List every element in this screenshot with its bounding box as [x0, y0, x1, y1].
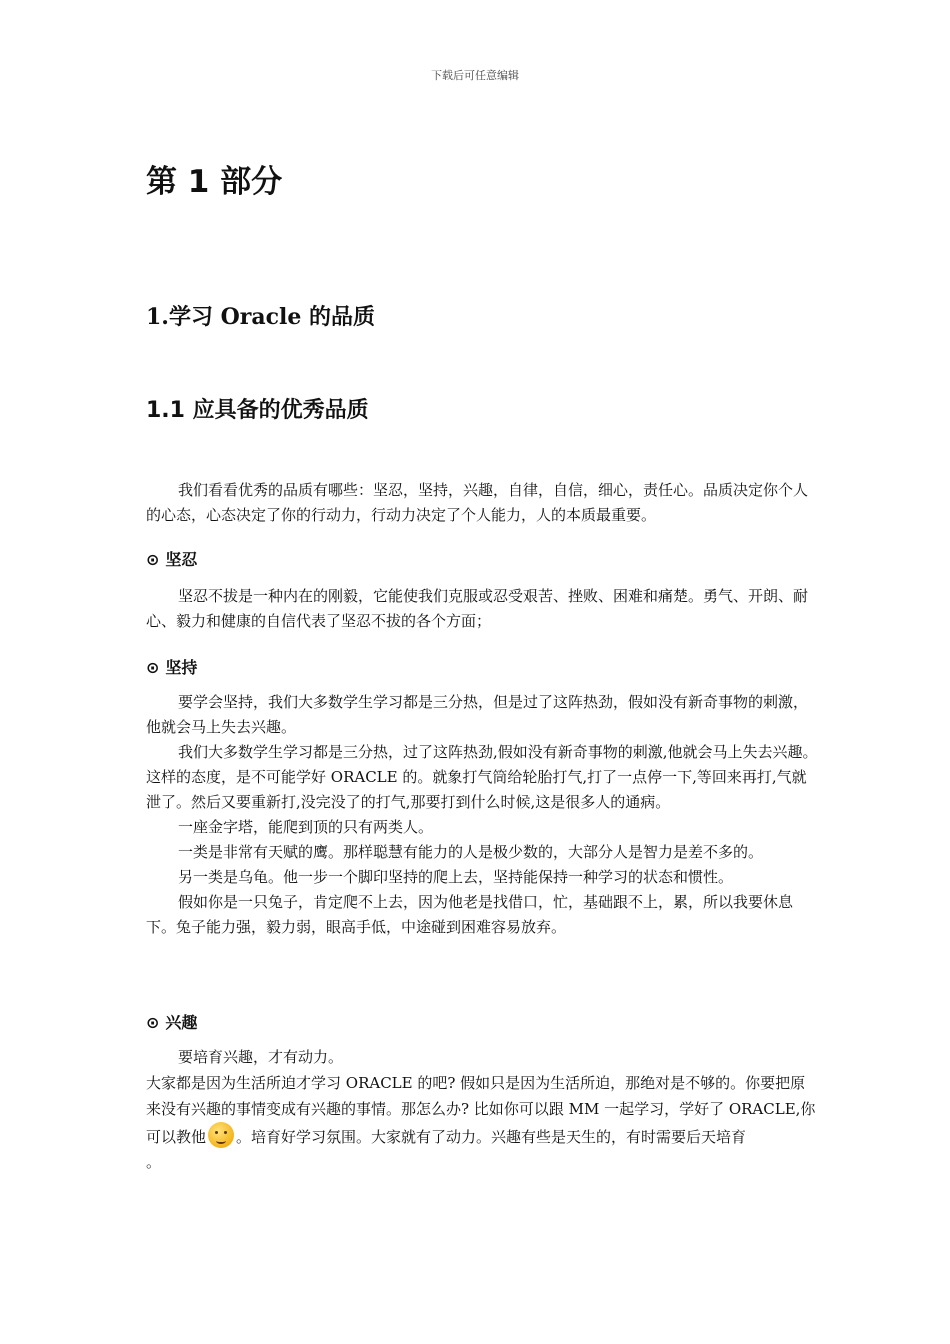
paragraph: 另一类是乌龟。他一步一个脚印坚持的爬上去，坚持能保持一种学习的状态和惯性。 — [178, 868, 734, 886]
section-body-xingqu — [146, 1045, 818, 1175]
paragraph-text: 大家都是因为生活所迫才学习 ORACLE 的吧? 假如只是因为生活所迫，那绝对是不够的。你要把原来没有兴趣的事情变成有兴趣的事情。那怎么办? 比如你可以跟 MM 一起学习，学好了 ORACLE,你可以教他 — [146, 1074, 816, 1146]
intro-paragraph: 我们看看优秀的品质有哪些：坚忍，坚持，兴趣，自律，自信，细心，责任心。品质决定你个人的心态，心态决定了你的行动力，行动力决定了个人能力，人的本质最重要。 — [146, 481, 809, 524]
paragraph: 一类是非常有天赋的鹰。那样聪慧有能力的人是极少数的，大部分人是智力是差不多的。 — [178, 843, 764, 861]
section-heading-xingqu — [146, 1010, 197, 1033]
section-heading-label: 兴趣 — [165, 1013, 198, 1032]
paragraph: 要培育兴趣，才有动力。 — [178, 1048, 344, 1066]
section-body-jianren — [146, 584, 818, 634]
paragraph-with-emoji — [146, 1070, 818, 1150]
section-heading-label: 坚忍 — [165, 550, 198, 569]
trailing-period: 。 — [146, 1153, 162, 1171]
section-heading-jianchi — [146, 655, 197, 678]
paragraph: 一座金字塔，能爬到顶的只有两类人。 — [178, 818, 434, 836]
chapter-title: 1.学习 Oracle 的品质 — [146, 304, 376, 330]
thinking-face-icon — [208, 1122, 234, 1148]
paragraph: 要学会坚持，我们大多数学生学习都是三分热，但是过了这阵热劲，假如没有新奇事物的刺激，他就会马上失去兴趣。 — [146, 693, 809, 736]
circle-dot-icon: ⊙ — [146, 1013, 160, 1032]
paragraph: 假如你是一只兔子，肯定爬不上去，因为他老是找借口，忙，基础跟不上，累，所以我要休息下。兔子能力强，毅力弱，眼高手低，中途碰到困难容易放弃。 — [146, 893, 794, 936]
paragraph: 坚忍不拔是一种内在的刚毅，它能使我们克服或忍受艰苦、挫败、困难和痛楚。勇气、开朗、耐心、毅力和健康的自信代表了坚忍不拔的各个方面； — [146, 587, 809, 630]
page-header: 下载后可任意编辑 — [431, 69, 519, 82]
paragraph-text: 。培育好学习氛围。大家就有了动力。兴趣有些是天生的，有时需要后天培育 — [236, 1128, 747, 1146]
paragraph: 我们大多数学生学习都是三分热，过了这阵热劲,假如没有新奇事物的刺激,他就会马上失去兴趣。这样的态度，是不可能学好 ORACLE 的。就象打气筒给轮胎打气,打了一点停一下,等回来再打,气就泄了。然后又要重新打,没完没了的打气,那要打到什么时候,这是很多人的通病。 — [146, 743, 818, 811]
section-heading-label: 坚持 — [165, 658, 198, 677]
section-title: 1.1 应具备的优秀品质 — [146, 398, 369, 423]
section-body-jianchi — [146, 690, 818, 940]
circle-dot-icon: ⊙ — [146, 550, 160, 569]
part-title: 第 1 部分 — [146, 164, 283, 200]
intro-paragraph-block — [146, 478, 818, 528]
circle-dot-icon: ⊙ — [146, 658, 160, 677]
section-heading-jianren — [146, 547, 197, 570]
